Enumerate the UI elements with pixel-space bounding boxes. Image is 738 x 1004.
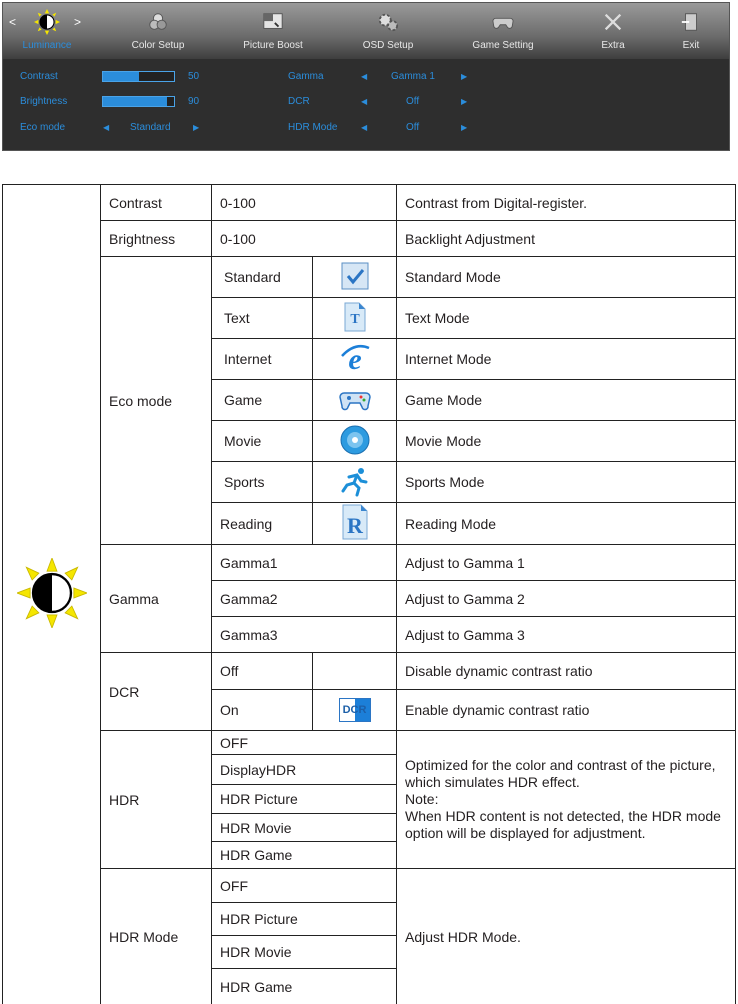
- dcr-right-arrow[interactable]: ▶: [461, 97, 468, 106]
- nav-right-arrow[interactable]: >: [73, 15, 81, 29]
- reading-icon: [339, 503, 371, 541]
- osd-contrast-label: Contrast: [20, 71, 58, 82]
- gamma-desc: Adjust to Gamma 2: [397, 581, 736, 617]
- contrast-desc: Contrast from Digital-register.: [397, 185, 736, 221]
- osd-eco-label: Eco mode: [20, 122, 66, 133]
- gear-icon: [377, 11, 399, 33]
- eco-item: Eco mode: [101, 257, 212, 545]
- hdr-option: HDR Picture: [212, 785, 397, 814]
- dcr-item: DCR: [101, 653, 212, 731]
- eco-mode-name: Sports: [212, 462, 313, 503]
- osd-tab-bar: [3, 3, 729, 59]
- dcr-off-desc: Disable dynamic contrast ratio: [397, 653, 736, 690]
- color-setup-icon: [147, 11, 169, 33]
- dcr-on-icon-cell: [313, 690, 397, 731]
- table-row: [3, 869, 736, 903]
- hdr-mode-left-arrow[interactable]: ◀: [361, 123, 368, 132]
- hdr-mode-right-arrow[interactable]: ▶: [461, 123, 468, 132]
- eco-mode-desc: Sports Mode: [397, 462, 736, 503]
- svg-text:R: R: [346, 513, 363, 538]
- brightness-slider[interactable]: [102, 96, 175, 107]
- gamepad-icon: [339, 383, 371, 415]
- osd-hdr-mode-label: HDR Mode: [288, 122, 338, 133]
- eco-mode-icon-cell: [313, 298, 397, 339]
- eco-mode-name: Text: [212, 298, 313, 339]
- luminance-icon-cell: [3, 185, 101, 1004]
- tab-exit[interactable]: [653, 3, 729, 59]
- checkmark-icon: [339, 260, 371, 292]
- gamma-right-arrow[interactable]: ▶: [461, 72, 468, 81]
- nav-left-arrow[interactable]: <: [9, 15, 17, 29]
- eco-left-arrow[interactable]: ◀: [103, 123, 110, 132]
- hdr-mode-option: HDR Picture: [212, 903, 397, 936]
- brightness-range: 0-100: [212, 221, 397, 257]
- eco-mode-name: Movie: [212, 421, 313, 462]
- contrast-range: 0-100: [212, 185, 397, 221]
- dcr-left-arrow[interactable]: ◀: [361, 97, 368, 106]
- osd-brightness-value: 90: [188, 96, 200, 107]
- hdr-mode-desc: Adjust HDR Mode.: [397, 869, 736, 1004]
- hdr-mode-item: HDR Mode: [101, 869, 212, 1004]
- hdr-option: OFF: [212, 731, 397, 755]
- tab-label: Game Setting: [472, 40, 534, 51]
- gamma-item: Gamma: [101, 545, 212, 653]
- text-doc-icon: [339, 301, 371, 333]
- dcr-icon: [339, 698, 371, 722]
- exit-icon: [680, 11, 702, 33]
- tab-picture-boost[interactable]: [233, 3, 313, 59]
- tab-label: Color Setup: [131, 40, 185, 51]
- luminance-spec-table: [2, 184, 736, 1004]
- eco-mode-icon-cell: [313, 380, 397, 421]
- hdr-note-label: Note:: [405, 791, 439, 807]
- gamma-option: Gamma2: [212, 581, 397, 617]
- osd-eco-value: Standard: [130, 122, 171, 133]
- gamma-left-arrow[interactable]: ◀: [361, 72, 368, 81]
- osd-gamma-value: Gamma 1: [391, 71, 435, 82]
- gamma-desc: Adjust to Gamma 1: [397, 545, 736, 581]
- brightness-desc: Backlight Adjustment: [397, 221, 736, 257]
- dcr-on-name: On: [212, 690, 313, 731]
- hdr-desc-cell: [397, 731, 736, 869]
- gamma-option: Gamma3: [212, 617, 397, 653]
- osd-contrast-value: 50: [188, 71, 200, 82]
- picture-boost-icon: [262, 11, 284, 33]
- contrast-item: Contrast: [101, 185, 212, 221]
- hdr-mode-option: HDR Game: [212, 969, 397, 1004]
- table-row: [3, 185, 736, 221]
- eco-mode-icon-cell: [313, 462, 397, 503]
- eco-mode-name: Game: [212, 380, 313, 421]
- eco-mode-icon-cell: [313, 421, 397, 462]
- eco-mode-icon-cell: [313, 503, 397, 545]
- hdr-mode-option: HDR Movie: [212, 936, 397, 969]
- tab-label: OSD Setup: [362, 40, 414, 51]
- eco-mode-name: Reading: [212, 503, 313, 545]
- tab-label: Luminance: [22, 40, 72, 51]
- osd-gamma-label: Gamma: [288, 71, 324, 82]
- eco-mode-desc: Text Mode: [397, 298, 736, 339]
- tab-label: Exit: [682, 40, 700, 51]
- osd-dcr-label: DCR: [288, 96, 310, 107]
- eco-mode-desc: Standard Mode: [397, 257, 736, 298]
- tab-color-setup[interactable]: [118, 3, 198, 59]
- eco-mode-desc: Game Mode: [397, 380, 736, 421]
- eco-right-arrow[interactable]: ▶: [193, 123, 200, 132]
- tab-game-setting[interactable]: [463, 3, 543, 59]
- tab-extra[interactable]: [573, 3, 653, 59]
- tab-label: Extra: [601, 40, 625, 51]
- luminance-icon: [34, 9, 60, 35]
- table-row: [3, 731, 736, 755]
- disc-icon: [339, 424, 371, 456]
- tab-label: Picture Boost: [243, 40, 303, 51]
- hdr-mode-option: OFF: [212, 869, 397, 903]
- osd-hdr-mode-value: Off: [406, 122, 420, 133]
- gamma-option: Gamma1: [212, 545, 397, 581]
- eco-mode-desc: Reading Mode: [397, 503, 736, 545]
- eco-mode-name: Internet: [212, 339, 313, 380]
- contrast-slider-fill: [103, 72, 139, 81]
- tools-icon: [602, 11, 624, 33]
- hdr-item: HDR: [101, 731, 212, 869]
- svg-text:e: e: [347, 342, 362, 374]
- dcr-off-name: Off: [212, 653, 313, 690]
- hdr-option: HDR Movie: [212, 814, 397, 842]
- eco-mode-desc: Movie Mode: [397, 421, 736, 462]
- contrast-slider[interactable]: [102, 71, 175, 82]
- eco-mode-desc: Internet Mode: [397, 339, 736, 380]
- eco-mode-name: Standard: [212, 257, 313, 298]
- brightness-slider-fill: [103, 97, 167, 106]
- dcr-on-desc: Enable dynamic contrast ratio: [397, 690, 736, 731]
- osd-menu: [2, 2, 730, 151]
- brightness-item: Brightness: [101, 221, 212, 257]
- eco-mode-icon-cell: [313, 257, 397, 298]
- osd-dcr-value: Off: [406, 96, 420, 107]
- dcr-icon-label: DCR: [342, 704, 367, 716]
- table-row: [3, 257, 736, 298]
- tab-osd-setup[interactable]: [348, 3, 428, 59]
- svg-text:T: T: [349, 311, 360, 327]
- table-row: [3, 653, 736, 690]
- hdr-desc: Optimized for the color and contrast of the picture, which simulates HDR effect.: [405, 757, 716, 790]
- gamma-desc: Adjust to Gamma 3: [397, 617, 736, 653]
- gamepad-icon: [492, 11, 514, 33]
- eco-mode-icon-cell: [313, 339, 397, 380]
- hdr-note-text: When HDR content is not detected, the HDR mode option will be displayed for adjustment.: [405, 808, 721, 841]
- dcr-off-icon-cell: [313, 653, 397, 690]
- hdr-option: HDR Game: [212, 842, 397, 869]
- table-row: [3, 221, 736, 257]
- hdr-option: DisplayHDR: [212, 755, 397, 785]
- luminance-icon: [17, 558, 87, 628]
- internet-icon: [339, 342, 371, 374]
- tab-luminance[interactable]: [7, 3, 87, 59]
- osd-brightness-label: Brightness: [20, 96, 68, 107]
- table-row: [3, 545, 736, 581]
- runner-icon: [339, 465, 371, 497]
